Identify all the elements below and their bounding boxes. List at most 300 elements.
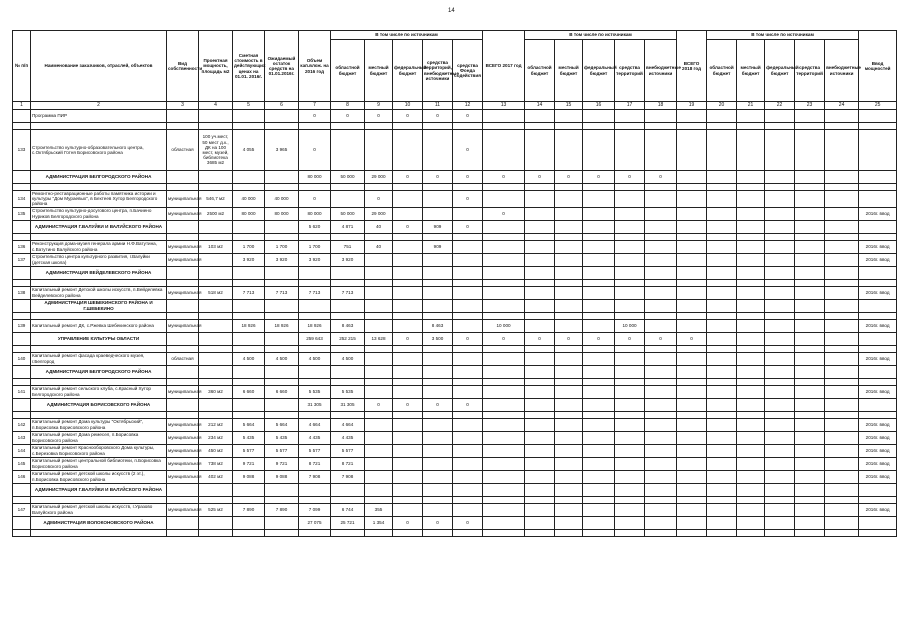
capacity-cell xyxy=(199,319,233,332)
offbudget-2017-cell: 0 xyxy=(645,171,677,184)
local-2017-cell xyxy=(555,352,583,365)
empty-cell xyxy=(525,411,555,418)
territory-2018-cell xyxy=(795,130,825,171)
offbudget-2018-cell xyxy=(825,503,859,516)
header-num: № п/п xyxy=(13,31,31,102)
section-row xyxy=(13,365,897,378)
total-2018-cell xyxy=(677,240,707,253)
column-index-cell: 13 xyxy=(483,102,525,110)
territory-2017-cell xyxy=(615,207,645,220)
empty-cell xyxy=(677,184,707,191)
total-2017-cell xyxy=(483,220,525,233)
offbudget-2018-cell xyxy=(825,398,859,411)
remaining-cell: 5 664 xyxy=(265,418,299,431)
empty-cell xyxy=(525,345,555,352)
column-index-cell: 24 xyxy=(825,102,859,110)
empty-cell xyxy=(453,529,483,536)
empty-cell xyxy=(393,312,423,319)
federal-2017-cell xyxy=(583,352,615,365)
total-2018-cell xyxy=(677,483,707,496)
empty-cell xyxy=(707,496,737,503)
header-src-offbudget: внебюджетные источники xyxy=(645,40,677,102)
spacer-row xyxy=(13,279,897,286)
volume-cell: 5 535 xyxy=(299,385,331,398)
empty-cell xyxy=(525,312,555,319)
section-row xyxy=(13,332,897,345)
territory-2016-cell: 909 xyxy=(423,240,453,253)
empty-cell xyxy=(365,233,393,240)
territory-2018-cell xyxy=(795,365,825,378)
column-index-cell: 12 xyxy=(453,102,483,110)
empty-cell xyxy=(199,279,233,286)
regional-2017-cell xyxy=(525,286,555,299)
empty-cell xyxy=(615,411,645,418)
territory-2017-cell: 0 xyxy=(615,332,645,345)
remaining-cell xyxy=(265,365,299,378)
empty-cell xyxy=(13,345,31,352)
empty-cell xyxy=(199,529,233,536)
spacer-row xyxy=(13,345,897,352)
federal-2016-cell xyxy=(393,253,423,266)
empty-cell xyxy=(265,496,299,503)
row-number xyxy=(13,110,31,123)
total-2017-cell xyxy=(483,299,525,312)
regional-2016-cell xyxy=(331,191,365,208)
ownership-cell: муниципальная xyxy=(167,207,199,220)
territory-2018-cell xyxy=(795,352,825,365)
offbudget-2018-cell xyxy=(825,483,859,496)
header-incl-2016: В том числе по источникам xyxy=(331,31,483,40)
territory-2016-cell xyxy=(423,418,453,431)
empty-cell xyxy=(645,411,677,418)
federal-2016-cell xyxy=(393,385,423,398)
territory-2018-cell xyxy=(795,418,825,431)
empty-cell xyxy=(859,233,897,240)
total-2018-cell xyxy=(677,286,707,299)
territory-2018-cell xyxy=(795,207,825,220)
territory-2017-cell xyxy=(615,130,645,171)
regional-2018-cell xyxy=(707,266,737,279)
offbudget-2017-cell xyxy=(645,299,677,312)
federal-2017-cell xyxy=(583,516,615,529)
federal-2016-cell xyxy=(393,207,423,220)
remaining-cell xyxy=(265,483,299,496)
local-2016-cell: 0 xyxy=(365,110,393,123)
regional-2017-cell xyxy=(525,191,555,208)
table-row xyxy=(13,503,897,516)
offbudget-2018-cell xyxy=(825,332,859,345)
regional-2017-cell xyxy=(525,253,555,266)
row-number xyxy=(13,299,31,312)
total-2018-cell xyxy=(677,299,707,312)
capacity-cell: 212 м2 xyxy=(199,418,233,431)
local-2016-cell: 1 354 xyxy=(365,516,393,529)
capacity-cell: 360 м2 xyxy=(199,385,233,398)
local-2016-cell: 29 000 xyxy=(365,171,393,184)
table-row xyxy=(13,385,897,398)
empty-cell xyxy=(645,279,677,286)
local-2017-cell xyxy=(555,220,583,233)
column-index-cell: 21 xyxy=(737,102,765,110)
total-2018-cell xyxy=(677,398,707,411)
empty-cell xyxy=(765,233,795,240)
commission-cell xyxy=(859,266,897,279)
offbudget-2017-cell xyxy=(645,365,677,378)
regional-2018-cell xyxy=(707,240,737,253)
estimate-cell xyxy=(233,332,265,345)
row-number xyxy=(13,483,31,496)
federal-2016-cell xyxy=(393,470,423,483)
empty-cell xyxy=(393,378,423,385)
local-2016-cell xyxy=(365,266,393,279)
capacity-cell: 738 м2 xyxy=(199,457,233,470)
offbudget-2017-cell xyxy=(645,220,677,233)
offbudget-2017-cell xyxy=(645,503,677,516)
local-2017-cell xyxy=(555,286,583,299)
offbudget-2018-cell xyxy=(825,191,859,208)
empty-cell xyxy=(331,345,365,352)
ownership-cell xyxy=(167,516,199,529)
capacity-cell xyxy=(199,266,233,279)
estimate-cell: 80 000 xyxy=(233,207,265,220)
empty-cell xyxy=(615,312,645,319)
local-2018-cell xyxy=(737,110,765,123)
fund-2016-cell: 0 xyxy=(453,110,483,123)
federal-2017-cell xyxy=(583,457,615,470)
ownership-cell: муниципальная xyxy=(167,444,199,457)
total-2017-cell: 10 000 xyxy=(483,319,525,332)
spacer-row xyxy=(13,496,897,503)
empty-cell xyxy=(645,529,677,536)
empty-cell xyxy=(825,411,859,418)
empty-cell xyxy=(365,279,393,286)
local-2016-cell xyxy=(365,431,393,444)
empty-cell xyxy=(765,496,795,503)
empty-cell xyxy=(615,184,645,191)
regional-2017-cell xyxy=(525,444,555,457)
territory-2017-cell xyxy=(615,253,645,266)
commission-cell: 2016г. ввод xyxy=(859,470,897,483)
empty-cell xyxy=(825,378,859,385)
spacer-row xyxy=(13,411,897,418)
local-2017-cell xyxy=(555,457,583,470)
offbudget-2018-cell xyxy=(825,470,859,483)
empty-cell xyxy=(737,345,765,352)
regional-2017-cell xyxy=(525,319,555,332)
capacity-cell xyxy=(199,398,233,411)
empty-cell xyxy=(677,279,707,286)
object-name: АДМИНИСТРАЦИЯ ШЕБЕКИНСКОГО РАЙОНА И Г.ШЕБЕКИНО xyxy=(31,299,167,312)
local-2017-cell: 0 xyxy=(555,332,583,345)
local-2016-cell: 40 xyxy=(365,240,393,253)
total-2018-cell xyxy=(677,191,707,208)
ownership-cell: областная xyxy=(167,352,199,365)
column-index-cell: 7 xyxy=(299,102,331,110)
ownership-cell xyxy=(167,365,199,378)
estimate-cell xyxy=(233,171,265,184)
regional-2016-cell: 3 920 xyxy=(331,253,365,266)
empty-cell xyxy=(393,345,423,352)
total-2017-cell xyxy=(483,240,525,253)
volume-cell: 3 920 xyxy=(299,253,331,266)
local-2018-cell xyxy=(737,266,765,279)
local-2017-cell xyxy=(555,431,583,444)
remaining-cell xyxy=(265,332,299,345)
fund-2016-cell xyxy=(453,240,483,253)
offbudget-2017-cell xyxy=(645,191,677,208)
empty-cell xyxy=(525,279,555,286)
territory-2016-cell xyxy=(423,385,453,398)
total-2018-cell xyxy=(677,319,707,332)
estimate-cell xyxy=(233,220,265,233)
federal-2016-cell xyxy=(393,266,423,279)
commission-cell xyxy=(859,398,897,411)
volume-cell xyxy=(299,483,331,496)
federal-2017-cell xyxy=(583,110,615,123)
local-2017-cell: 0 xyxy=(555,171,583,184)
header-src-regional: областной бюджет xyxy=(707,40,737,102)
offbudget-2017-cell xyxy=(645,253,677,266)
capacity-cell xyxy=(199,516,233,529)
territory-2018-cell xyxy=(795,398,825,411)
empty-cell xyxy=(765,123,795,130)
object-name: Капитальный ремонт детской школы искусств (2 эт.), п.Борисовка Борисовского района xyxy=(31,470,167,483)
regional-2016-cell: 31 305 xyxy=(331,398,365,411)
fund-2016-cell: 0 xyxy=(453,191,483,208)
total-2017-cell: 0 xyxy=(483,171,525,184)
empty-cell xyxy=(265,184,299,191)
empty-cell xyxy=(795,312,825,319)
empty-cell xyxy=(707,345,737,352)
empty-cell xyxy=(453,184,483,191)
commission-cell: 2016г. ввод xyxy=(859,286,897,299)
spacer-row xyxy=(13,233,897,240)
empty-cell xyxy=(199,496,233,503)
commission-cell: 2016г. ввод xyxy=(859,444,897,457)
table-row xyxy=(13,431,897,444)
empty-cell xyxy=(483,312,525,319)
column-index-cell: 4 xyxy=(199,102,233,110)
regional-2018-cell xyxy=(707,352,737,365)
object-name: Строительство культурно-образовательного центра, с.Октябрьский Готня Борисовского района xyxy=(31,130,167,171)
regional-2016-cell: 5 535 xyxy=(331,385,365,398)
fund-2016-cell xyxy=(453,207,483,220)
empty-cell xyxy=(707,184,737,191)
local-2016-cell: 0 xyxy=(365,191,393,208)
remaining-cell: 40 000 xyxy=(265,191,299,208)
total-2018-cell: 0 xyxy=(677,332,707,345)
local-2018-cell xyxy=(737,191,765,208)
empty-cell xyxy=(483,411,525,418)
empty-cell xyxy=(31,279,167,286)
regional-2016-cell xyxy=(331,483,365,496)
offbudget-2018-cell xyxy=(825,365,859,378)
ownership-cell xyxy=(167,299,199,312)
empty-cell xyxy=(331,279,365,286)
empty-cell xyxy=(331,496,365,503)
commission-cell xyxy=(859,220,897,233)
header-ownership: Вид собственности xyxy=(167,31,199,102)
empty-cell xyxy=(167,233,199,240)
remaining-cell: 5 577 xyxy=(265,444,299,457)
empty-cell xyxy=(299,279,331,286)
local-2016-cell xyxy=(365,299,393,312)
offbudget-2018-cell xyxy=(825,207,859,220)
estimate-cell xyxy=(233,365,265,378)
capacity-cell xyxy=(199,171,233,184)
remaining-cell xyxy=(265,299,299,312)
empty-cell xyxy=(331,312,365,319)
column-index-cell: 25 xyxy=(859,102,897,110)
total-2018-cell xyxy=(677,130,707,171)
empty-cell xyxy=(199,378,233,385)
empty-cell xyxy=(615,233,645,240)
empty-cell xyxy=(583,312,615,319)
empty-cell xyxy=(583,123,615,130)
empty-cell xyxy=(555,233,583,240)
regional-2017-cell xyxy=(525,503,555,516)
commission-cell: 2016г. ввод xyxy=(859,418,897,431)
fund-2016-cell xyxy=(453,503,483,516)
volume-cell xyxy=(299,365,331,378)
empty-cell xyxy=(331,233,365,240)
empty-cell xyxy=(299,411,331,418)
federal-2016-cell xyxy=(393,418,423,431)
empty-cell xyxy=(583,233,615,240)
empty-cell xyxy=(393,279,423,286)
header-src-federal: федеральный бюджет xyxy=(583,40,615,102)
empty-cell xyxy=(265,123,299,130)
offbudget-2017-cell xyxy=(645,483,677,496)
empty-cell xyxy=(645,312,677,319)
local-2018-cell xyxy=(737,385,765,398)
offbudget-2018-cell xyxy=(825,240,859,253)
local-2017-cell xyxy=(555,503,583,516)
regional-2016-cell: 252 215 xyxy=(331,332,365,345)
total-2017-cell xyxy=(483,286,525,299)
territory-2016-cell xyxy=(423,286,453,299)
remaining-cell xyxy=(265,171,299,184)
federal-2016-cell: 0 xyxy=(393,332,423,345)
regional-2018-cell xyxy=(707,220,737,233)
federal-2016-cell xyxy=(393,286,423,299)
empty-cell xyxy=(615,378,645,385)
table-row xyxy=(13,352,897,365)
estimate-cell: 9 721 xyxy=(233,457,265,470)
empty-cell xyxy=(615,279,645,286)
header-src-regional: областной бюджет xyxy=(331,40,365,102)
territory-2016-cell xyxy=(423,299,453,312)
empty-cell xyxy=(423,312,453,319)
empty-cell xyxy=(555,496,583,503)
empty-cell xyxy=(365,378,393,385)
local-2017-cell xyxy=(555,110,583,123)
column-index-cell: 20 xyxy=(707,102,737,110)
empty-cell xyxy=(233,233,265,240)
offbudget-2018-cell xyxy=(825,110,859,123)
local-2016-cell xyxy=(365,130,393,171)
empty-cell xyxy=(393,184,423,191)
header-src-territory: средства территорий xyxy=(615,40,645,102)
row-number: 143 xyxy=(13,431,31,444)
offbudget-2018-cell xyxy=(825,266,859,279)
empty-cell xyxy=(13,529,31,536)
local-2016-cell xyxy=(365,253,393,266)
capacity-cell xyxy=(199,352,233,365)
row-number xyxy=(13,398,31,411)
total-2017-cell xyxy=(483,385,525,398)
regional-2017-cell xyxy=(525,365,555,378)
row-number: 138 xyxy=(13,286,31,299)
column-index-cell: 15 xyxy=(555,102,583,110)
federal-2016-cell xyxy=(393,352,423,365)
remaining-cell: 1 700 xyxy=(265,240,299,253)
federal-2018-cell xyxy=(765,207,795,220)
ownership-cell xyxy=(167,483,199,496)
local-2016-cell: 40 xyxy=(365,220,393,233)
remaining-cell: 6 660 xyxy=(265,385,299,398)
section-row xyxy=(13,483,897,496)
fund-2016-cell: 0 xyxy=(453,332,483,345)
fund-2016-cell xyxy=(453,286,483,299)
volume-cell: 8 721 xyxy=(299,457,331,470)
total-2017-cell xyxy=(483,110,525,123)
offbudget-2017-cell xyxy=(645,286,677,299)
column-index-cell: 10 xyxy=(393,102,423,110)
territory-2016-cell xyxy=(423,444,453,457)
federal-2018-cell xyxy=(765,110,795,123)
empty-cell xyxy=(765,184,795,191)
empty-cell xyxy=(393,411,423,418)
commission-cell xyxy=(859,332,897,345)
local-2018-cell xyxy=(737,332,765,345)
header-total-2017: ВСЕГО 2017 год xyxy=(483,31,525,102)
ownership-cell xyxy=(167,171,199,184)
empty-cell xyxy=(331,411,365,418)
total-2018-cell xyxy=(677,207,707,220)
local-2017-cell xyxy=(555,207,583,220)
header-estimate: Сметная стоимость в действующих ценах на 01.01. 2016г. xyxy=(233,31,265,102)
object-name: Капитальный ремонт сельского клуба, с.Красный Хутор Белгородского района xyxy=(31,385,167,398)
ownership-cell: муниципальная xyxy=(167,418,199,431)
regional-2018-cell xyxy=(707,431,737,444)
total-2017-cell xyxy=(483,470,525,483)
commission-cell: 2016г. ввод xyxy=(859,385,897,398)
regional-2017-cell xyxy=(525,110,555,123)
volume-cell: 4 435 xyxy=(299,431,331,444)
empty-cell xyxy=(331,184,365,191)
capacity-cell xyxy=(199,253,233,266)
federal-2018-cell xyxy=(765,516,795,529)
territory-2017-cell xyxy=(615,457,645,470)
object-name: Капитальный ремонт фасада краеведческого музея, г.Белгород xyxy=(31,352,167,365)
total-2018-cell xyxy=(677,470,707,483)
total-2017-cell xyxy=(483,444,525,457)
territory-2018-cell xyxy=(795,110,825,123)
column-index-row xyxy=(13,102,897,110)
territory-2018-cell xyxy=(795,385,825,398)
regional-2017-cell: 0 xyxy=(525,171,555,184)
remaining-cell: 5 435 xyxy=(265,431,299,444)
empty-cell xyxy=(525,378,555,385)
territory-2016-cell: 0 xyxy=(423,398,453,411)
territory-2017-cell xyxy=(615,286,645,299)
total-2018-cell xyxy=(677,431,707,444)
header-src-offbudget: внебюджетные источники xyxy=(825,40,859,102)
capacity-cell: 450 м2 xyxy=(199,444,233,457)
empty-cell xyxy=(859,279,897,286)
volume-cell xyxy=(299,266,331,279)
